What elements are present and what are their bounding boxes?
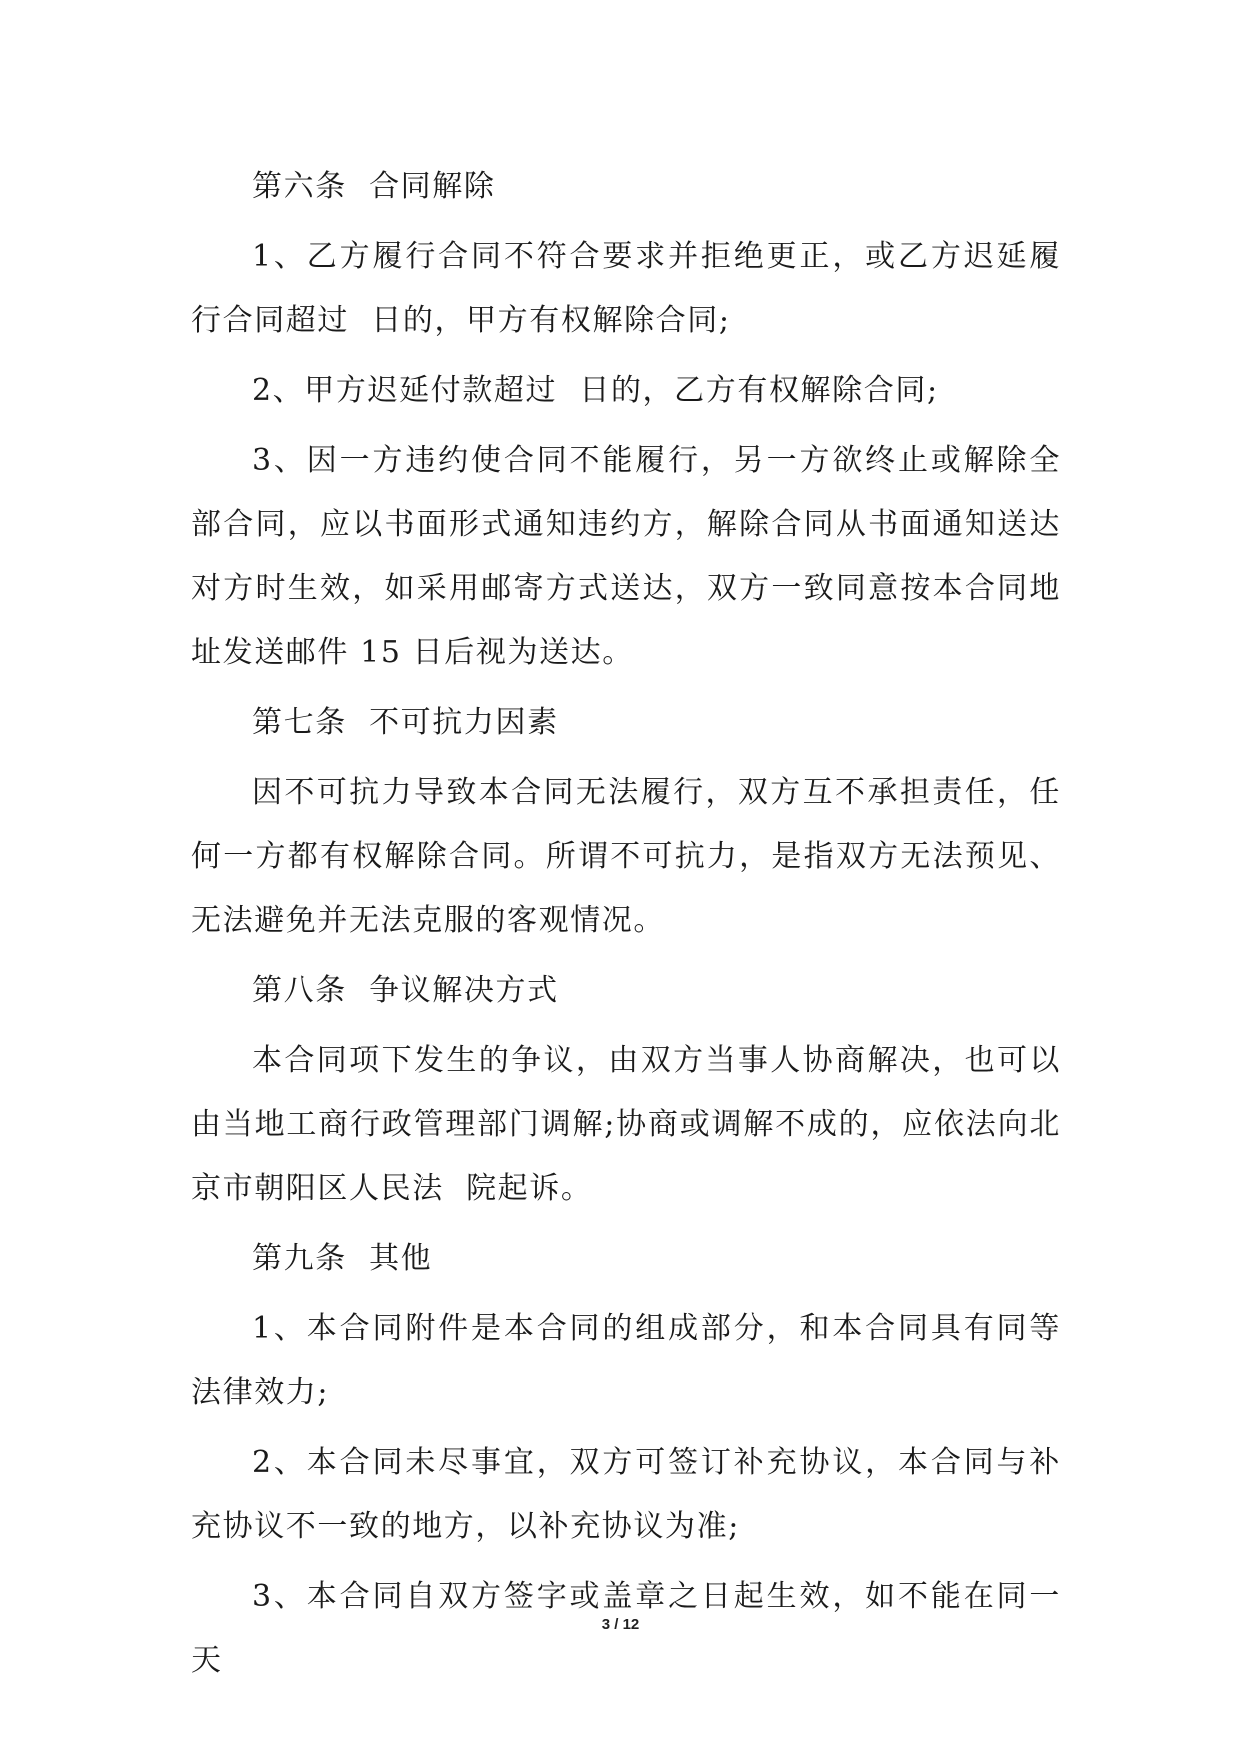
clause-9-3: 3、本合同自双方签字或盖章之日起生效，如不能在同一天 bbox=[191, 1579, 1061, 1678]
document-body bbox=[191, 155, 1061, 1699]
clause-6-1: 1、乙方履行合同不符合要求并拒绝更正，或乙方迟延履行合同超过 日的，甲方有权解除合同; bbox=[191, 239, 1061, 338]
section-heading-article-8: 第八条 争议解决方式 bbox=[252, 973, 559, 1008]
clause-9-2: 2、本合同未尽事宜，双方可签订补充协议，本合同与补充协议不一致的地方，以补充协议为准; bbox=[191, 1445, 1061, 1544]
clause-9-1: 1、本合同附件是本合同的组成部分，和本合同具有同等法律效力; bbox=[191, 1311, 1061, 1410]
section-heading-article-9: 第九条 其他 bbox=[252, 1241, 433, 1276]
clause-6-2: 2、甲方迟延付款超过 日的，乙方有权解除合同; bbox=[252, 373, 939, 408]
section-heading-article-6: 第六条 合同解除 bbox=[252, 169, 496, 204]
clause-8-body: 本合同项下发生的争议，由双方当事人协商解决，也可以由当地工商行政管理部门调解;协商或调解不成的，应依法向北京市朝阳区人民法 院起诉。 bbox=[191, 1043, 1061, 1206]
section-heading-article-7: 第七条 不可抗力因素 bbox=[252, 705, 559, 740]
clause-6-3: 3、因一方违约使合同不能履行，另一方欲终止或解除全部合同，应以书面形式通知违约方，解除合同从书面通知送达对方时生效，如采用邮寄方式送达，双方一致同意按本合同地址发送邮件 15 日后视为送达。 bbox=[191, 443, 1061, 670]
clause-7-body: 因不可抗力导致本合同无法履行，双方互不承担责任，任何一方都有权解除合同。所谓不可抗力，是指双方无法预见、无法避免并无法克服的客观情况。 bbox=[191, 775, 1061, 938]
page-number: 3 / 12 bbox=[601, 1616, 640, 1633]
